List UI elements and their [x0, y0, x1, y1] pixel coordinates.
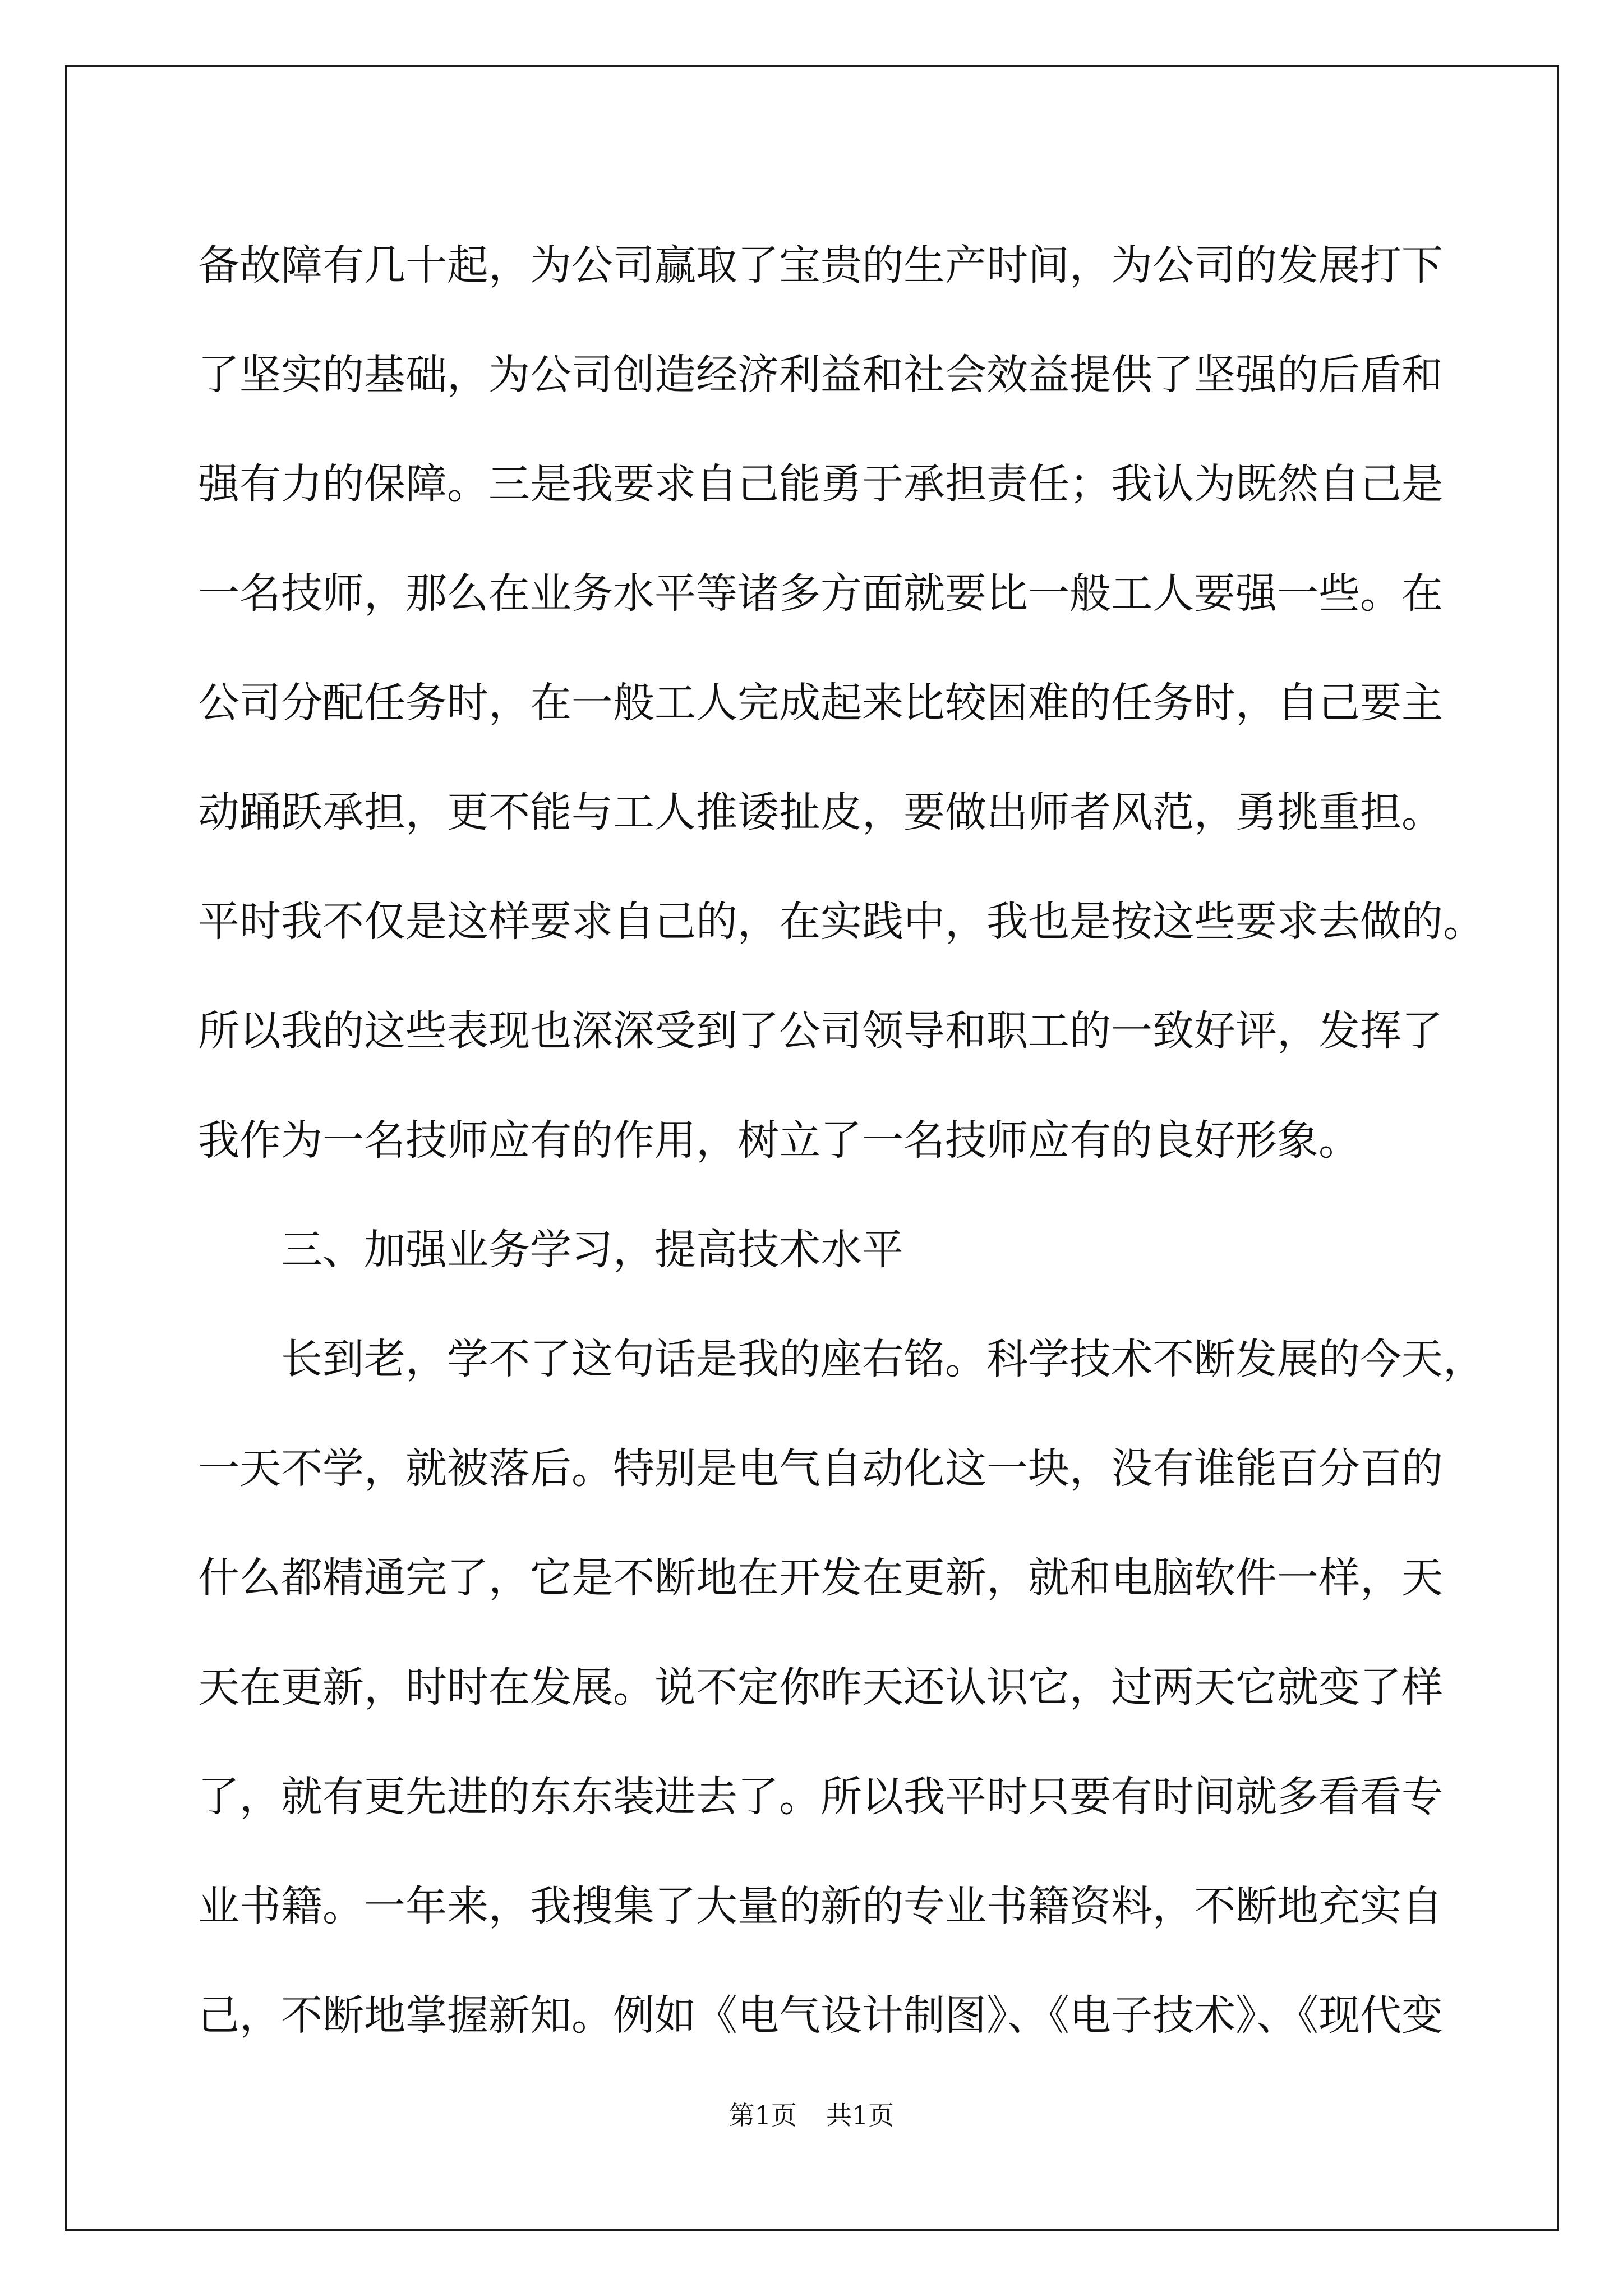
paragraph-first-line: 长到老，学不了这句话是我的座右铭。科学技术不断发展的今天，: [281, 1335, 1484, 1383]
text-line: 了坚实的基础，为公司创造经济利益和社会效益提供了坚强的后盾和: [198, 351, 1443, 399]
text-line: 一名技师，那么在业务水平等诸多方面就要比一般工人要强一些。在: [198, 569, 1443, 618]
text-line: 备故障有几十起，为公司赢取了宝贵的生产时间，为公司的发展打下: [198, 241, 1443, 289]
section-heading: 三、加强业务学习，提高技术水平: [281, 1226, 903, 1274]
document-body: [198, 211, 1484, 2070]
text-line: 公司分配任务时，在一般工人完成起来比较困难的任务时，自己要主: [198, 679, 1443, 727]
page-footer: [0, 2095, 1623, 2132]
text-line: 强有力的保障。三是我要求自己能勇于承担责任；我认为既然自己是: [198, 460, 1443, 508]
text-line: 动踊跃承担，更不能与工人推诿扯皮，要做出师者风范，勇挑重担。: [198, 788, 1443, 836]
text-line: 业书籍。一年来，我搜集了大量的新的专业书籍资料，不断地充实自: [198, 1882, 1443, 1930]
text-line: 我作为一名技师应有的作用，树立了一名技师应有的良好形象。: [198, 1116, 1360, 1165]
text-line: 什么都精通完了，它是不断地在开发在更新，就和电脑软件一样，天: [198, 1554, 1443, 1602]
text-line: 己，不断地掌握新知。例如《电气设计制图》、《电子技术》、《现代变: [198, 1991, 1443, 2040]
text-line: 所以我的这些表现也深深受到了公司领导和职工的一致好评，发挥了: [198, 1007, 1443, 1055]
page-number: 第1页: [728, 2100, 797, 2131]
text-line: 平时我不仅是这样要求自己的，在实践中，我也是按这些要求去做的。: [198, 898, 1484, 946]
text-line: 天在更新，时时在发展。说不定你昨天还认识它，过两天它就变了样: [198, 1663, 1443, 1711]
text-line: 了，就有更先进的东东装进去了。所以我平时只要有时间就多看看专: [198, 1773, 1443, 1821]
text-line: 一天不学，就被落后。特别是电气自动化这一块，没有谁能百分百的: [198, 1444, 1443, 1493]
page-total: 共1页: [826, 2100, 895, 2131]
